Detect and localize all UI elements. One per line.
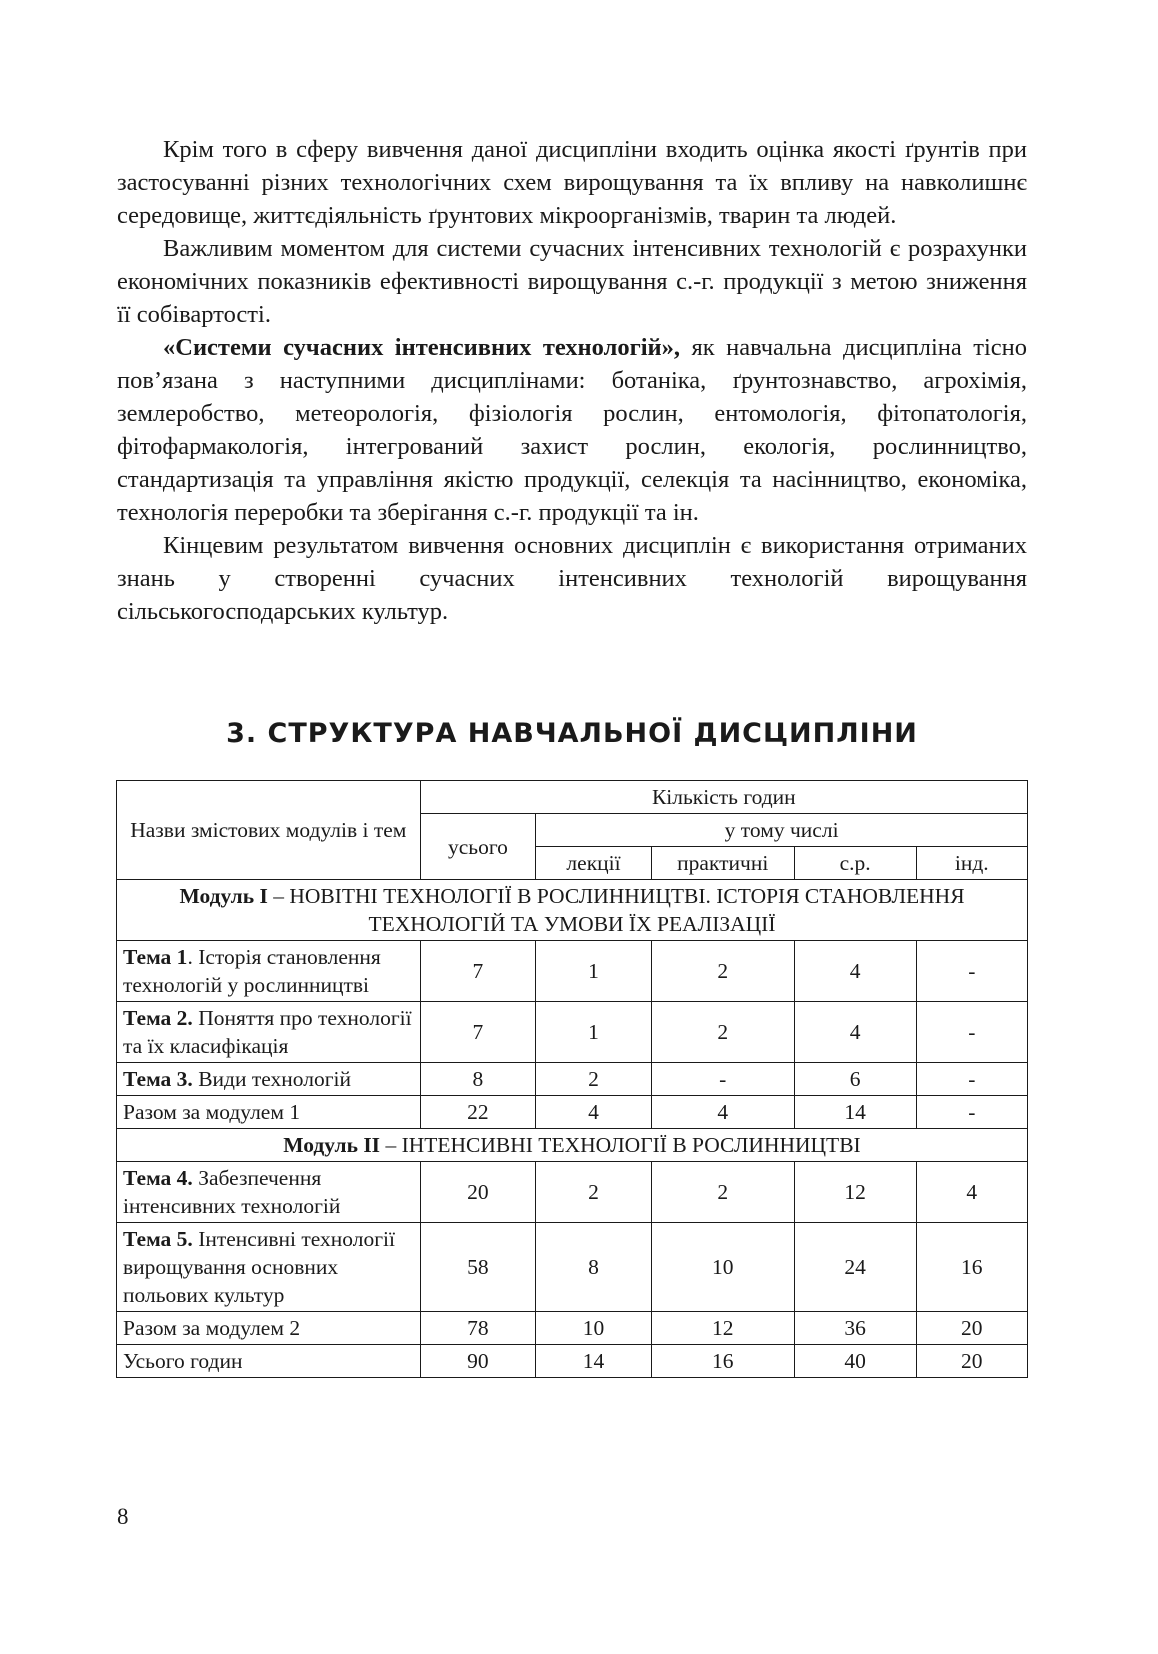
total-cell: 8 [420,1063,536,1096]
practical-cell: 2 [651,1002,794,1063]
lectures-cell: 14 [536,1345,652,1378]
practical-cell: 2 [651,941,794,1002]
paragraph-economics [117,232,1027,331]
page-number: 8 [117,1504,129,1529]
body-text [117,133,1027,628]
sr-cell: 36 [794,1312,916,1345]
topic-name: . Історія становлення технологій у рослинництві [123,945,381,997]
lectures-cell: 10 [536,1312,652,1345]
discipline-structure-table [116,780,1028,1378]
subtotal-row [117,1312,1028,1345]
total-cell: 58 [420,1223,536,1312]
paragraph-text: як навчальна дисципліна тісно пов’язана з наступними дисциплінами: ботаніка, ґрунтознавство, агрохімія, землеробство, метеорологія, фізіологія рослин, ентомологія, фітопатологія, фітофармакологія, інтегрований захист рослин, екологія, рослинництво, стандартизація та управління якістю продукції, селекція та насінництво, економіка, технологія переробки та зберігання с.-г. продукції та ін. [117,334,1027,526]
topic-name: Поняття про технології та їх класифікація [123,1006,412,1058]
practical-cell: 10 [651,1223,794,1312]
ind-cell: - [916,1096,1027,1129]
discipline-name-bold: «Системи сучасних інтенсивних технологій», [163,334,681,361]
ind-cell: - [916,1002,1027,1063]
module-label: Модуль I [179,884,268,908]
sr-cell: 6 [794,1063,916,1096]
table-row [117,941,1028,1002]
topic-name: Забезпечення інтенсивних технологій [123,1166,341,1218]
paragraph-related-disciplines [117,331,1027,529]
ind-cell: - [916,1063,1027,1096]
module-2-row [117,1129,1028,1162]
topic-label: Тема 4. [123,1166,193,1190]
sr-cell: 12 [794,1162,916,1223]
paragraph-soil-quality [117,133,1027,232]
topic-cell [117,1162,421,1223]
topic-name: Інтенсивні технології вирощування основних польових культур [123,1227,395,1307]
total-cell: 90 [420,1345,536,1378]
header-practical: практичні [651,847,794,880]
paragraph-text: Кінцевим результатом вивчення основних дисциплін є використання отриманих знань у створенні сучасних інтенсивних технологій вирощування сільськогосподарських культур. [117,532,1027,625]
module-2-title-cell [117,1129,1028,1162]
grand-total-row [117,1345,1028,1378]
practical-cell: 4 [651,1096,794,1129]
topic-cell [117,1063,421,1096]
lectures-cell: 1 [536,1002,652,1063]
table-row [117,1063,1028,1096]
module-1-row [117,880,1028,941]
topic-cell [117,1223,421,1312]
topic-label: Тема 1 [123,945,188,969]
sr-cell: 4 [794,941,916,1002]
lectures-cell: 2 [536,1162,652,1223]
header-hours: Кількість годин [420,781,1027,814]
header-ind: інд. [916,847,1027,880]
paragraph-result [117,529,1027,628]
table-row [117,1223,1028,1312]
topic-label: Тема 5. [123,1227,193,1251]
header-sr: с.р. [794,847,916,880]
header-total: усього [420,814,536,880]
lectures-cell: 8 [536,1223,652,1312]
topic-label: Тема 3. [123,1067,193,1091]
paragraph-text: Крім того в сферу вивчення даної дисципліни входить оцінка якості ґрунтів при застосуванні різних технологічних схем вирощування та їх впливу на навколишнє середовище, життєдіяльність ґрунтових мікроорганізмів, тварин та людей. [117,136,1027,229]
subtotal-label: Разом за модулем 2 [117,1312,421,1345]
topic-cell [117,1002,421,1063]
section-heading: 3. СТРУКТУРА НАВЧАЛЬНОЇ ДИСЦИПЛІНИ [226,718,918,749]
lectures-cell: 2 [536,1063,652,1096]
ind-cell: - [916,941,1027,1002]
module-label: Модуль ІІ [283,1133,381,1157]
total-cell: 22 [420,1096,536,1129]
lectures-cell: 1 [536,941,652,1002]
total-cell: 20 [420,1162,536,1223]
grand-total-label: Усього годин [117,1345,421,1378]
practical-cell: 12 [651,1312,794,1345]
total-cell: 7 [420,941,536,1002]
topic-cell [117,941,421,1002]
subtotal-row [117,1096,1028,1129]
sr-cell: 40 [794,1345,916,1378]
sr-cell: 14 [794,1096,916,1129]
sr-cell: 24 [794,1223,916,1312]
ind-cell: 20 [916,1345,1027,1378]
total-cell: 78 [420,1312,536,1345]
header-names-col: Назви змістових модулів і тем [117,781,421,880]
header-including: у тому числі [536,814,1028,847]
topic-label: Тема 2. [123,1006,193,1030]
table-row [117,1162,1028,1223]
module-title: – ІНТЕНСИВНІ ТЕХНОЛОГІЇ В РОСЛИННИЦТВІ [380,1133,861,1157]
practical-cell: - [651,1063,794,1096]
module-1-title-cell [117,880,1028,941]
table-row [117,1002,1028,1063]
subtotal-label: Разом за модулем 1 [117,1096,421,1129]
ind-cell: 4 [916,1162,1027,1223]
topic-name: Види технологій [192,1067,352,1091]
sr-cell: 4 [794,1002,916,1063]
ind-cell: 16 [916,1223,1027,1312]
module-title: – НОВІТНІ ТЕХНОЛОГІЇ В РОСЛИННИЦТВІ. ІСТОРІЯ СТАНОВЛЕННЯ ТЕХНОЛОГІЙ ТА УМОВИ ЇХ РЕАЛІЗАЦІЇ [267,884,965,936]
practical-cell: 2 [651,1162,794,1223]
header-lectures: лекції [536,847,652,880]
paragraph-text: Важливим моментом для системи сучасних інтенсивних технологій є розрахунки економічних показників ефективності вирощування с.-г. продукції з метою зниження її собівартості. [117,235,1027,328]
total-cell: 7 [420,1002,536,1063]
ind-cell: 20 [916,1312,1027,1345]
lectures-cell: 4 [536,1096,652,1129]
practical-cell: 16 [651,1345,794,1378]
header-row-1 [117,781,1028,814]
